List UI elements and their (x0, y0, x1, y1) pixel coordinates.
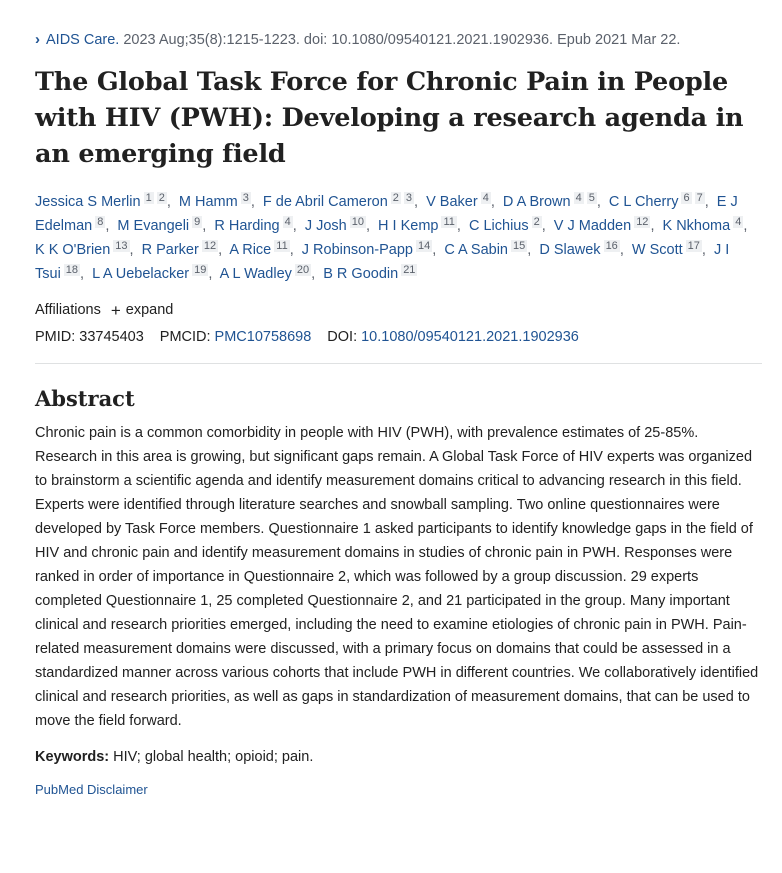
citation-details: 2023 Aug;35(8):1215-1223. doi: 10.1080/09540121.2021.1902936. Epub 2021 Mar 22. (123, 32, 681, 48)
author-name-link[interactable]: A L Wadley (219, 266, 292, 282)
identifiers-row (35, 327, 762, 347)
author-name-link[interactable]: C A Sabin (444, 242, 508, 258)
expand-toggle[interactable]: expand (125, 302, 174, 318)
author-item (323, 266, 417, 282)
author-separator: , (619, 242, 624, 258)
affiliations-row (35, 300, 762, 320)
abstract-text: Chronic pain is a common comorbidity in people with HIV (PWH), with prevalence estimates of 25-85%. Research in this area is growing, but significant gaps remain. A Global Task Force of HIV experts was organized to brainstorm a scientific agenda and identify measurement domains critical to advancing research in this field. Experts were identified through literature searches and snowball sampling. Two online questionnaires were developed by Task Force members. Questionnaire 1 asked participants to identify knowledge gaps in the field of HIV and chronic pain and identify measurement domains in studies of chronic pain in PWH. Responses were ranked in order of importance in Questionnaire 2, which was followed by a group discussion. 29 experts completed Questionnaire 1, 25 completed Questionnaire 2, and 21 participated in the group. Many important clinical and research priorities emerged, including the need to examine etiologies of chronic pain in PWH. Pain-related measurement domains were discussed, with a primary focus on domains that could be assessed in a standardized manner across various cohorts that include PWH in different countries. We collaboratively identified clinical and research priorities, as well as gaps in standardization of measurement domains, that can be used to move the field forward. (35, 425, 759, 729)
author-item (142, 242, 227, 258)
author-name-link[interactable]: V J Madden (553, 218, 632, 234)
author-item (554, 218, 659, 234)
author-item (92, 266, 216, 282)
affiliation-number[interactable]: 1 (145, 192, 152, 204)
affiliation-number[interactable]: 2 (158, 192, 165, 204)
author-separator: , (596, 194, 601, 210)
affiliations-label: Affiliations (35, 302, 101, 318)
affiliation-number[interactable]: 4 (575, 192, 582, 204)
affiliation-number[interactable]: 16 (605, 240, 618, 252)
abstract-heading: Abstract (35, 386, 135, 411)
pmid-value: 33745403 (79, 329, 144, 345)
author-name-link[interactable]: F de Abril Cameron (262, 194, 388, 210)
author-item (214, 218, 300, 234)
affiliation-number[interactable]: 3 (242, 192, 249, 204)
doi-label: DOI: (327, 329, 358, 345)
author-name-link[interactable]: V Baker (426, 194, 478, 210)
author-item (117, 218, 210, 234)
author-separator: , (105, 218, 110, 234)
author-item (302, 242, 441, 258)
affiliation-number[interactable]: 12 (203, 240, 217, 252)
author-name-link[interactable]: M Hamm (178, 194, 238, 210)
author-item (229, 242, 297, 258)
author-name-link[interactable]: W Scott (631, 242, 683, 258)
keywords-label: Keywords: (35, 749, 110, 765)
affiliation-number[interactable]: 4 (482, 192, 489, 204)
author-separator: , (650, 218, 655, 234)
author-separator: , (414, 194, 419, 210)
affiliation-number[interactable]: 8 (97, 216, 104, 228)
affiliation-number[interactable]: 7 (696, 192, 703, 204)
pmid-label: PMID: (35, 329, 76, 345)
author-name-link[interactable]: R Harding (214, 218, 280, 234)
author-name-link[interactable]: H I Kemp (378, 218, 439, 234)
plus-icon[interactable]: + (110, 300, 121, 320)
affiliation-number[interactable]: 2 (392, 192, 399, 204)
author-separator: , (311, 266, 316, 282)
doi-link[interactable]: 10.1080/09540121.2021.1902936 (361, 329, 579, 345)
author-item (632, 242, 710, 258)
author-name-link[interactable]: L A Uebelacker (92, 266, 190, 282)
author-name-link[interactable]: J I Tsui (35, 242, 730, 282)
author-item (469, 218, 550, 234)
author-separator: , (490, 194, 495, 210)
affiliation-number[interactable]: 4 (284, 216, 291, 228)
author-separator: , (365, 218, 371, 234)
pubmed-disclaimer-link[interactable]: PubMed Disclaimer (35, 782, 148, 797)
author-name-link[interactable]: J Robinson-Papp (301, 242, 413, 258)
disclaimer-row (35, 782, 762, 797)
author-name-link[interactable]: M Evangeli (117, 218, 190, 234)
author-separator: , (289, 242, 294, 258)
author-separator: , (527, 242, 532, 258)
author-name-link[interactable]: R Parker (141, 242, 199, 258)
author-separator: , (129, 242, 134, 258)
affiliation-number[interactable]: 2 (533, 216, 540, 228)
author-item (539, 242, 628, 258)
affiliation-number[interactable]: 11 (276, 240, 288, 252)
author-item (503, 194, 605, 210)
citation-line (35, 28, 762, 52)
author-item (426, 194, 499, 210)
author-name-link[interactable]: Jessica S Merlin (35, 194, 141, 210)
affiliation-number[interactable]: 14 (418, 240, 431, 252)
affiliation-number[interactable]: 17 (687, 240, 700, 252)
author-separator: , (208, 266, 213, 282)
journal-link[interactable]: AIDS Care. (46, 32, 120, 48)
keywords-row (35, 747, 762, 767)
affiliation-number[interactable]: 20 (296, 264, 310, 276)
authors-list (35, 190, 762, 286)
author-name-link[interactable]: D A Brown (502, 194, 571, 210)
author-name-link[interactable]: A Rice (229, 242, 272, 258)
author-separator: , (80, 266, 85, 282)
author-item (378, 218, 465, 234)
affiliation-number[interactable]: 6 (683, 192, 690, 204)
pmcid-label: PMCID: (159, 329, 211, 345)
author-item (663, 218, 752, 234)
author-name-link[interactable]: C Lichius (468, 218, 529, 234)
author-name-link[interactable]: E J Edelman (35, 194, 738, 234)
author-name-link[interactable]: C L Cherry (608, 194, 679, 210)
affiliation-number[interactable]: 10 (351, 216, 364, 228)
author-item (609, 194, 713, 210)
author-item (444, 242, 535, 258)
article-title: The Global Task Force for Chronic Pain in People with HIV (PWH): Developing a research agenda in an emerging field (35, 67, 744, 169)
author-separator: , (704, 194, 709, 210)
affiliation-number[interactable]: 4 (735, 216, 742, 228)
affiliation-number[interactable]: 15 (513, 240, 526, 252)
chevron-right-icon[interactable]: › (35, 31, 40, 48)
affiliation-number[interactable]: 21 (403, 264, 416, 276)
author-separator: , (202, 218, 207, 234)
affiliation-number[interactable]: 11 (443, 216, 455, 228)
author-name-link[interactable]: J Josh (304, 218, 347, 234)
affiliation-number[interactable]: 9 (194, 216, 201, 228)
section-divider (35, 363, 762, 364)
author-separator: , (743, 218, 748, 234)
keywords-text: HIV; global health; opioid; pain. (113, 749, 314, 765)
author-separator: , (541, 218, 546, 234)
author-name-link[interactable]: B R Goodin (323, 266, 399, 282)
author-item (35, 194, 175, 210)
author-item (220, 266, 320, 282)
author-item (179, 194, 259, 210)
author-separator: , (218, 242, 223, 258)
author-separator: , (250, 194, 255, 210)
affiliation-number[interactable]: 3 (405, 192, 413, 204)
author-separator: , (292, 218, 297, 234)
author-separator: , (166, 194, 171, 210)
affiliation-number[interactable]: 13 (115, 240, 128, 252)
affiliation-number[interactable]: 19 (194, 264, 207, 276)
author-name-link[interactable]: K K O'Brien (35, 242, 111, 258)
author-item (263, 194, 422, 210)
author-separator: , (701, 242, 706, 258)
author-item (305, 218, 374, 234)
author-separator: , (432, 242, 437, 258)
pmcid-link[interactable]: PMC10758698 (214, 329, 312, 345)
affiliation-number[interactable]: 5 (588, 192, 595, 204)
author-name-link[interactable]: K Nkhoma (662, 218, 731, 234)
author-item (35, 242, 138, 258)
affiliation-number[interactable]: 18 (65, 264, 79, 276)
affiliation-number[interactable]: 12 (636, 216, 649, 228)
author-separator: , (456, 218, 461, 234)
author-name-link[interactable]: D Slawek (539, 242, 601, 258)
